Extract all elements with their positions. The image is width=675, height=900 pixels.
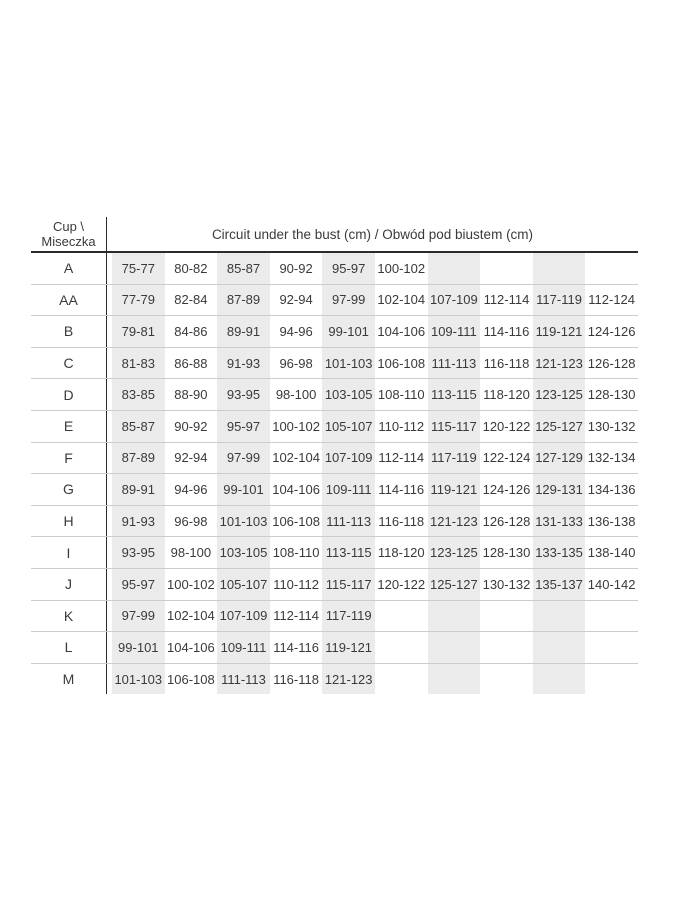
range-cell: 124-126 [482, 481, 531, 497]
cup-size-label: A [31, 253, 107, 284]
range-cell: 85-87 [112, 411, 165, 442]
range-cell: 107-109 [322, 443, 375, 474]
range-cells [107, 316, 638, 347]
range-cell: 140-142 [587, 576, 636, 592]
range-cells [107, 348, 638, 379]
corner-header-line1: Cup \ [52, 219, 85, 234]
table-row [31, 569, 638, 601]
range-cell: 112-114 [378, 450, 425, 466]
range-cell: 130-132 [587, 418, 636, 434]
range-cell: 86-88 [174, 355, 208, 371]
range-cell [375, 601, 428, 632]
range-cell: 108-110 [272, 545, 320, 561]
range-cell: 125-127 [533, 411, 586, 442]
cup-size-label: E [31, 411, 107, 442]
range-cell: 99-101 [112, 632, 165, 663]
range-cell: 107-109 [428, 285, 481, 316]
range-cell: 109-111 [217, 632, 270, 663]
range-cell: 136-138 [587, 513, 636, 529]
range-cell [533, 253, 586, 284]
table-row [31, 379, 638, 411]
range-cell: 92-94 [174, 450, 208, 466]
range-cell: 119-121 [428, 474, 481, 505]
range-cell [428, 601, 481, 632]
range-cell: 105-107 [322, 411, 375, 442]
range-cell: 131-133 [533, 506, 586, 537]
range-cell [428, 664, 481, 695]
range-cells [107, 379, 638, 410]
range-cell: 95-97 [322, 253, 375, 284]
range-cell: 96-98 [279, 355, 313, 371]
range-cell: 101-103 [322, 348, 375, 379]
range-cell: 83-85 [112, 379, 165, 410]
range-cell: 81-83 [112, 348, 165, 379]
range-cell [533, 632, 586, 663]
table-row [31, 316, 638, 348]
range-cell [533, 601, 586, 632]
range-cell: 115-117 [322, 569, 375, 600]
range-cell: 119-121 [322, 632, 375, 663]
range-cell [480, 632, 533, 663]
range-cell: 91-93 [112, 506, 165, 537]
range-cell: 111-113 [428, 348, 481, 379]
range-cell: 119-121 [533, 316, 586, 347]
range-cell [428, 253, 481, 284]
cup-size-label: L [31, 632, 107, 663]
range-cell: 114-116 [483, 323, 530, 339]
range-cell [585, 253, 638, 284]
range-cell: 97-99 [217, 443, 270, 474]
range-cell: 84-86 [174, 323, 208, 339]
range-cell: 105-107 [217, 569, 270, 600]
range-cell: 110-112 [378, 418, 425, 434]
range-cells [107, 569, 638, 600]
range-cell: 109-111 [428, 316, 481, 347]
cup-size-label: H [31, 506, 107, 537]
cup-size-label: K [31, 601, 107, 632]
range-cell [480, 664, 533, 695]
range-cell: 128-130 [587, 387, 636, 403]
range-cell: 109-111 [322, 474, 375, 505]
range-cell: 95-97 [112, 569, 165, 600]
size-chart-table [31, 217, 638, 694]
range-cell: 126-128 [587, 355, 636, 371]
range-cell: 106-108 [377, 355, 426, 371]
range-cells [107, 474, 638, 505]
range-cell: 110-112 [273, 576, 319, 592]
cup-size-label: B [31, 316, 107, 347]
range-cell: 116-118 [273, 671, 319, 687]
cup-size-label: F [31, 443, 107, 474]
range-cell: 94-96 [279, 323, 313, 339]
range-cell: 117-119 [533, 285, 586, 316]
range-cell: 118-120 [483, 387, 530, 403]
range-cells [107, 253, 638, 284]
range-cell: 100-102 [377, 260, 426, 276]
corner-header [31, 217, 107, 251]
range-cell: 115-117 [428, 411, 481, 442]
range-cell [428, 632, 481, 663]
range-cell: 116-118 [378, 513, 425, 529]
range-cell: 90-92 [174, 418, 208, 434]
range-cell: 103-105 [217, 537, 270, 568]
range-cell: 111-113 [322, 506, 375, 537]
range-cells [107, 411, 638, 442]
range-cell: 113-115 [322, 537, 375, 568]
range-cell: 101-103 [217, 506, 270, 537]
range-cell: 123-125 [533, 379, 586, 410]
range-cell: 130-132 [482, 576, 531, 592]
range-cell: 103-105 [322, 379, 375, 410]
cup-size-label: I [31, 537, 107, 568]
cup-size-label: J [31, 569, 107, 600]
range-cell [585, 664, 638, 695]
range-cell: 87-89 [217, 285, 270, 316]
range-cell: 107-109 [217, 601, 270, 632]
range-cell: 112-114 [273, 608, 319, 624]
range-cell: 91-93 [217, 348, 270, 379]
cup-size-label: C [31, 348, 107, 379]
range-cell: 93-95 [217, 379, 270, 410]
range-cells [107, 601, 638, 632]
range-cell: 94-96 [174, 481, 208, 497]
range-cell [585, 632, 638, 663]
range-cell: 100-102 [167, 576, 215, 592]
range-cell: 92-94 [279, 292, 313, 308]
range-cell: 113-115 [428, 379, 481, 410]
cup-size-label: AA [31, 285, 107, 316]
range-cell: 89-91 [217, 316, 270, 347]
range-cell: 117-119 [428, 443, 481, 474]
range-cell: 89-91 [112, 474, 165, 505]
range-cell: 88-90 [174, 387, 208, 403]
range-cell: 120-122 [377, 576, 426, 592]
range-cells [107, 443, 638, 474]
range-cell: 117-119 [322, 601, 375, 632]
range-cell: 98-100 [170, 545, 212, 561]
range-cell: 134-136 [587, 481, 636, 497]
range-cell: 116-118 [483, 355, 530, 371]
range-cell [533, 664, 586, 695]
range-cell: 85-87 [217, 253, 270, 284]
range-cell: 75-77 [112, 253, 165, 284]
range-cell [480, 601, 533, 632]
table-row [31, 664, 638, 695]
range-cell: 123-125 [428, 537, 481, 568]
range-cell: 120-122 [482, 418, 531, 434]
range-cell: 101-103 [112, 664, 165, 695]
table-row [31, 632, 638, 664]
table-row [31, 601, 638, 633]
range-cells [107, 632, 638, 663]
range-cell: 111-113 [217, 664, 270, 695]
range-cell: 121-123 [322, 664, 375, 695]
table-row [31, 537, 638, 569]
range-cell: 121-123 [533, 348, 586, 379]
range-cell: 104-106 [167, 639, 215, 655]
range-cell: 132-134 [587, 450, 636, 466]
range-cell: 104-106 [377, 323, 426, 339]
range-cell: 102-104 [377, 292, 426, 308]
range-cell: 125-127 [428, 569, 481, 600]
range-cell: 128-130 [482, 545, 531, 561]
table-row [31, 443, 638, 475]
range-cell [585, 601, 638, 632]
range-cell: 108-110 [377, 387, 425, 403]
range-cell: 122-124 [482, 450, 531, 466]
cup-size-label: G [31, 474, 107, 505]
range-cell: 138-140 [587, 545, 636, 561]
table-row [31, 348, 638, 380]
range-cells [107, 664, 638, 695]
cup-size-label: D [31, 379, 107, 410]
table-row [31, 506, 638, 538]
corner-header-line2: Miseczka [41, 234, 96, 249]
range-cell: 93-95 [112, 537, 165, 568]
range-cell: 99-101 [217, 474, 270, 505]
range-cells [107, 285, 638, 316]
range-cell: 100-102 [272, 418, 320, 434]
range-cell: 135-137 [533, 569, 586, 600]
range-cell: 96-98 [174, 513, 208, 529]
range-cell: 95-97 [217, 411, 270, 442]
table-header-row [31, 217, 638, 253]
range-cell: 104-106 [272, 481, 320, 497]
range-cell: 82-84 [174, 292, 208, 308]
range-cell: 112-124 [588, 292, 636, 308]
columns-header-title: Circuit under the bust (cm) / Obwód pod biustem (cm) [211, 226, 534, 242]
range-cell: 98-100 [275, 387, 317, 403]
table-body [31, 253, 638, 694]
range-cell: 121-123 [428, 506, 481, 537]
range-cell: 129-131 [533, 474, 586, 505]
range-cell: 102-104 [272, 450, 320, 466]
range-cell: 133-135 [533, 537, 586, 568]
range-cell: 97-99 [112, 601, 165, 632]
cup-size-label: M [31, 664, 107, 695]
range-cell: 99-101 [322, 316, 375, 347]
range-cell: 102-104 [167, 608, 215, 624]
range-cell [375, 664, 428, 695]
range-cell: 114-116 [378, 481, 425, 497]
table-row [31, 474, 638, 506]
range-cell: 106-108 [272, 513, 320, 529]
range-cell [375, 632, 428, 663]
range-cell: 80-82 [174, 260, 208, 276]
range-cell: 90-92 [279, 260, 313, 276]
range-cell: 106-108 [167, 671, 215, 687]
table-row [31, 411, 638, 443]
table-row [31, 285, 638, 317]
range-cell [480, 253, 533, 284]
table-row [31, 253, 638, 285]
range-cells [107, 537, 638, 568]
range-cell: 79-81 [112, 316, 165, 347]
range-cell: 126-128 [482, 513, 531, 529]
range-cells [107, 506, 638, 537]
range-cell: 97-99 [322, 285, 375, 316]
range-cell: 124-126 [587, 323, 636, 339]
range-cell: 118-120 [377, 545, 425, 561]
range-cell: 127-129 [533, 443, 586, 474]
range-cell: 77-79 [112, 285, 165, 316]
range-cell: 112-114 [483, 292, 530, 308]
range-cell: 114-116 [273, 639, 319, 655]
range-cell: 87-89 [112, 443, 165, 474]
